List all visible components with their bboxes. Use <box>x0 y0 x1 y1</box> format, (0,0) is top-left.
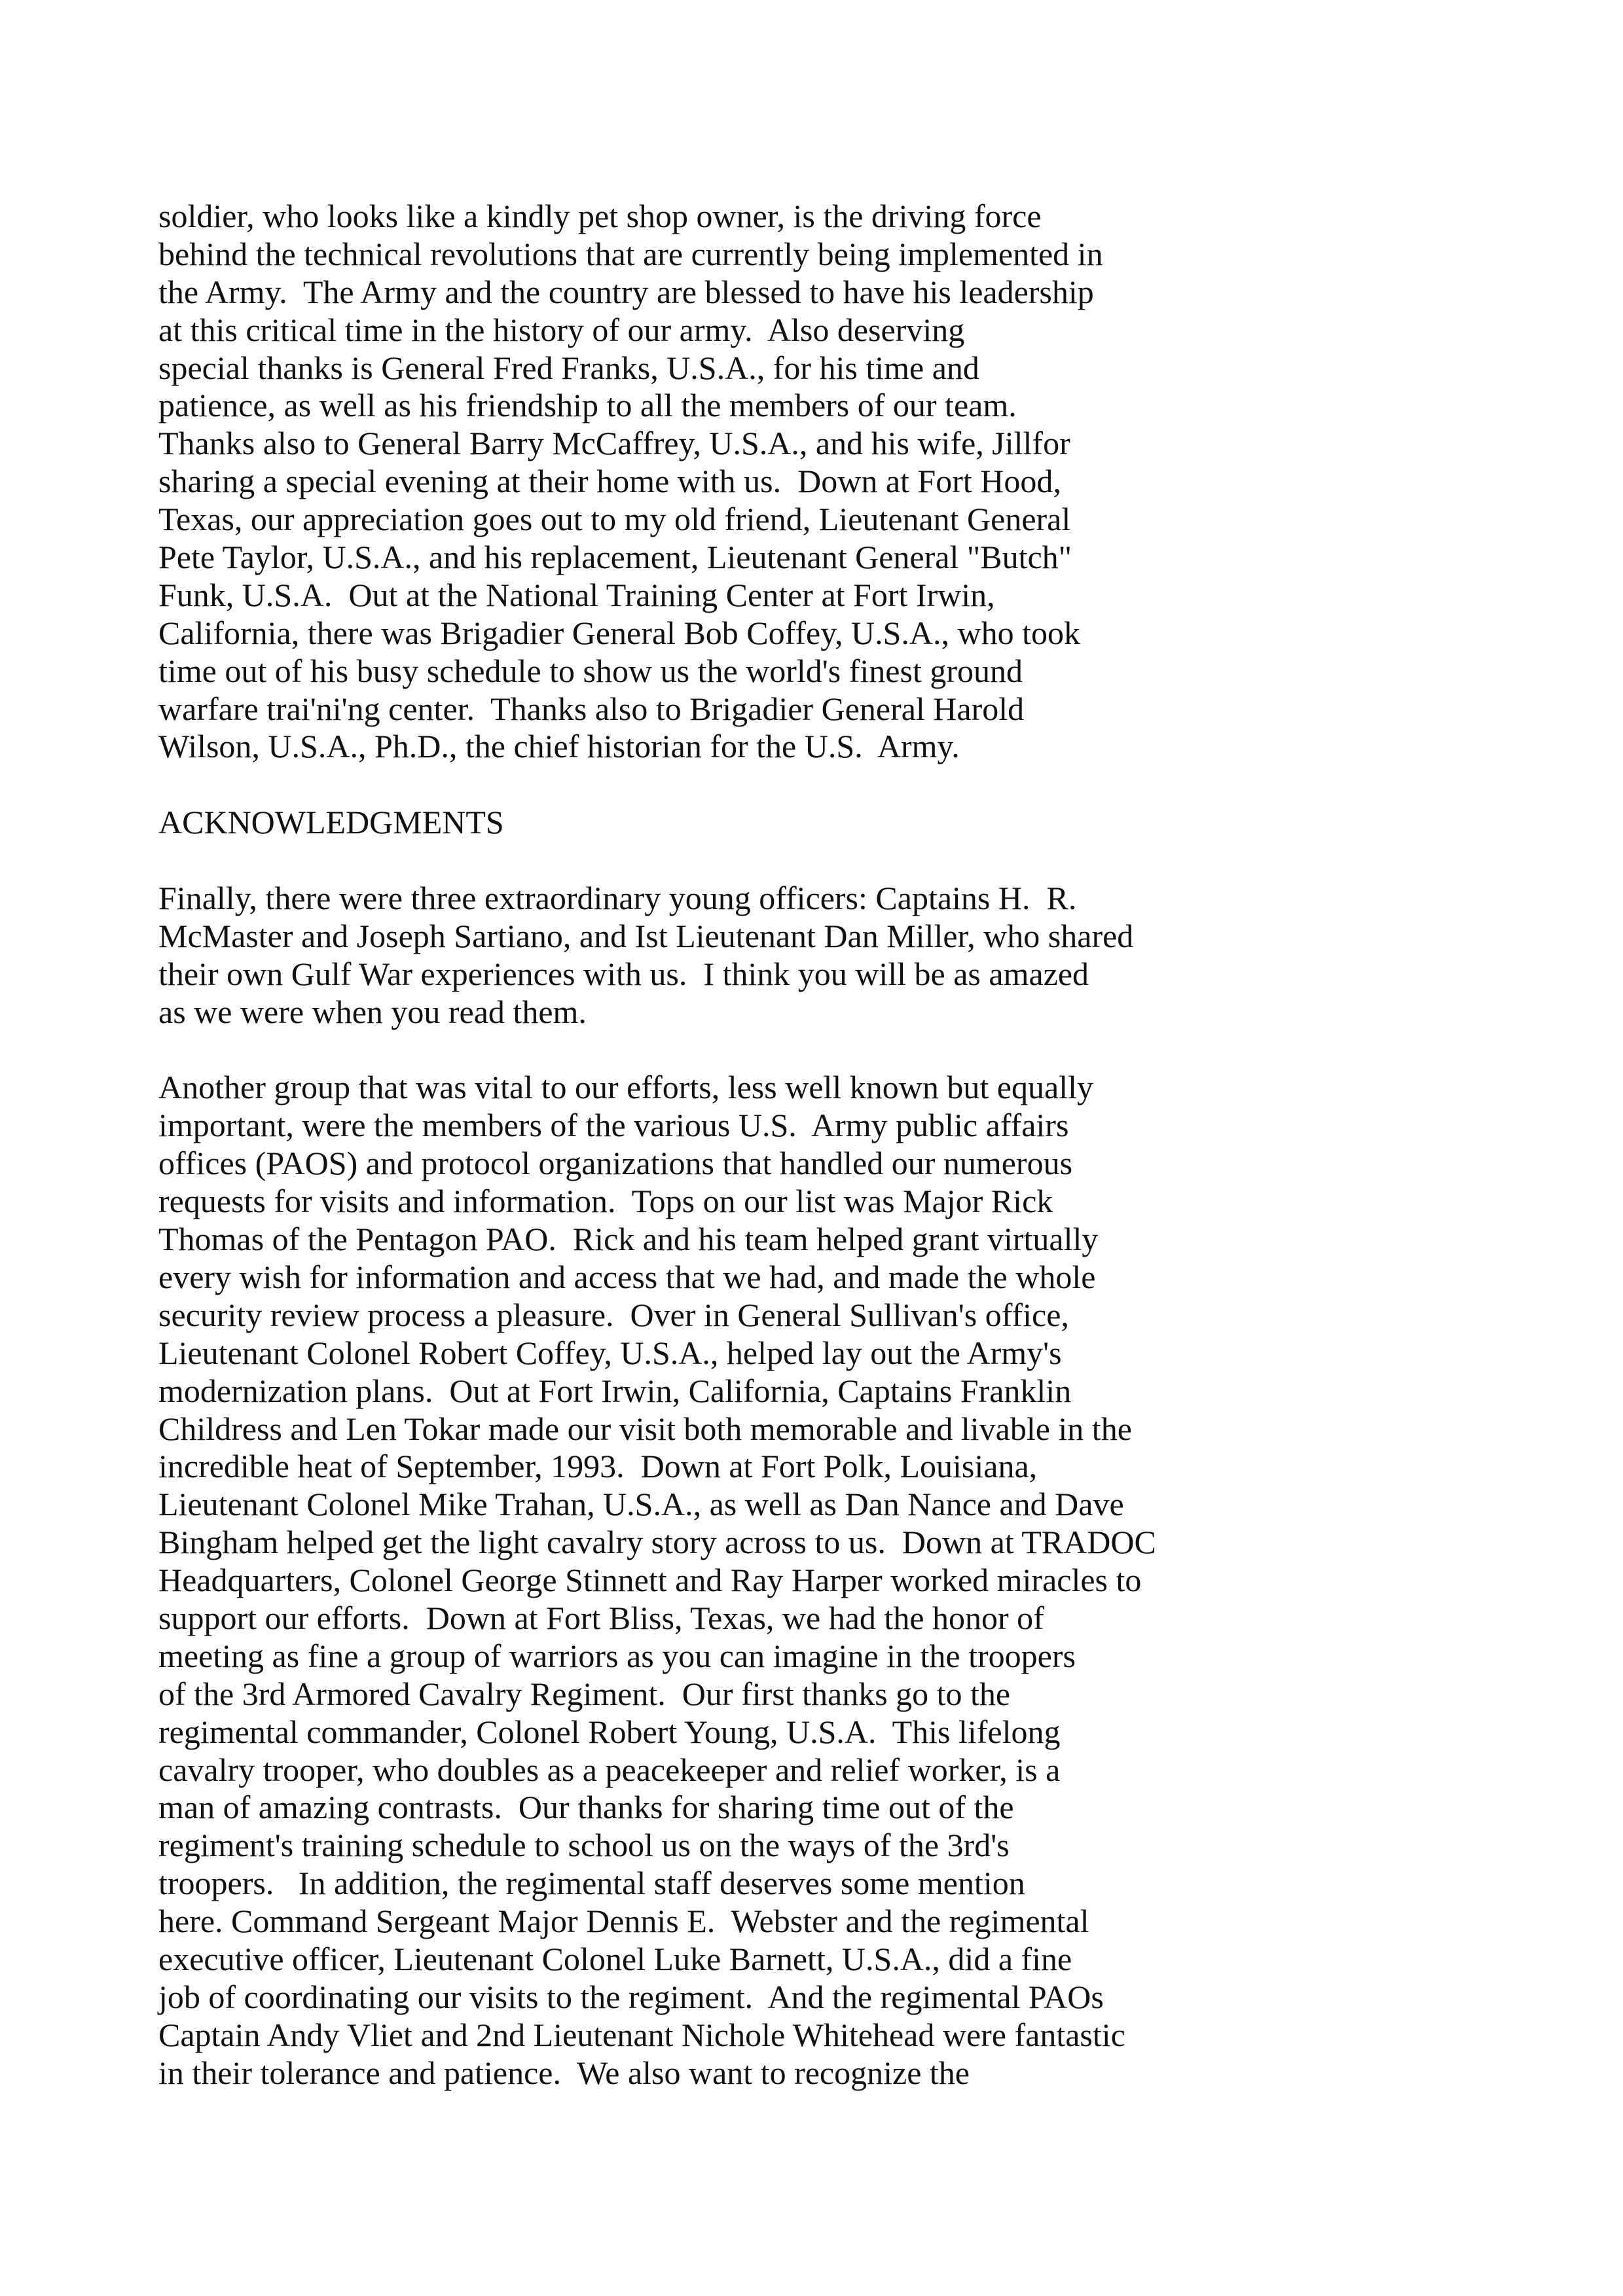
text-line: sharing a special evening at their home with us. Down at Fort Hood, <box>158 463 1061 500</box>
paragraph-2 <box>158 880 1468 1031</box>
text-line: McMaster and Joseph Sartiano, and Ist Lieutenant Dan Miller, who shared <box>158 917 1134 954</box>
text-line: the Army. The Army and the country are blessed to have his leadership <box>158 273 1094 310</box>
text-line: modernization plans. Out at Fort Irwin, California, Captains Franklin <box>158 1372 1072 1409</box>
text-line: California, there was Brigadier General Bob Coffey, U.S.A., who took <box>158 614 1081 651</box>
text-line: meeting as fine a group of warriors as you can imagine in the troopers <box>158 1637 1076 1674</box>
text-line: Lieutenant Colonel Robert Coffey, U.S.A., helped lay out the Army's <box>158 1334 1062 1371</box>
text-line: security review process a pleasure. Over in General Sullivan's office, <box>158 1296 1069 1333</box>
section-heading: ACKNOWLEDGMENTS <box>158 804 504 841</box>
text-line: at this critical time in the history of our army. Also deserving <box>158 311 965 348</box>
text-line: time out of his busy schedule to show us the world's finest ground <box>158 652 1023 689</box>
paragraph-3 <box>158 1069 1468 2092</box>
text-line: special thanks is General Fred Franks, U.S.A., for his time and <box>158 349 979 386</box>
text-line: behind the technical revolutions that are currently being implemented in <box>158 235 1103 272</box>
text-line: soldier, who looks like a kindly pet shop owner, is the driving force <box>158 198 1042 234</box>
text-line: troopers. In addition, the regimental staff deserves some mention <box>158 1865 1025 1902</box>
text-line: incredible heat of September, 1993. Down at Fort Polk, Louisiana, <box>158 1448 1038 1485</box>
text-line: Finally, there were three extraordinary young officers: Captains H. R. <box>158 880 1077 917</box>
paragraph-1 <box>158 198 1468 766</box>
text-line: cavalry trooper, who doubles as a peacekeeper and relief worker, is a <box>158 1751 1061 1788</box>
text-line: Another group that was vital to our efforts, less well known but equally <box>158 1069 1093 1106</box>
text-line: patience, as well as his friendship to all the members of our team. <box>158 387 1017 424</box>
text-line: man of amazing contrasts. Our thanks for sharing time out of the <box>158 1789 1014 1826</box>
text-line: Captain Andy Vliet and 2nd Lieutenant Nichole Whitehead were fantastic <box>158 2016 1125 2053</box>
document-body <box>158 198 1468 2092</box>
text-line: important, were the members of the various U.S. Army public affairs <box>158 1107 1069 1144</box>
text-line: job of coordinating our visits to the regiment. And the regimental PAOs <box>158 1978 1104 2015</box>
text-line: requests for visits and information. Tops on our list was Major Rick <box>158 1183 1053 1220</box>
text-line: Childress and Len Tokar made our visit both memorable and livable in the <box>158 1410 1132 1447</box>
text-line: here. Command Sergeant Major Dennis E. Webster and the regimental <box>158 1903 1089 1940</box>
text-line: Thanks also to General Barry McCaffrey, U.S.A., and his wife, Jillfor <box>158 425 1070 462</box>
text-line: Wilson, U.S.A., Ph.D., the chief historian for the U.S. Army. <box>158 728 960 765</box>
text-line: in their tolerance and patience. We also want to recognize the <box>158 2054 970 2091</box>
text-line: support our efforts. Down at Fort Bliss, Texas, we had the honor of <box>158 1599 1044 1636</box>
text-line: Headquarters, Colonel George Stinnett and Ray Harper worked miracles to <box>158 1562 1142 1599</box>
text-line: their own Gulf War experiences with us. I think you will be as amazed <box>158 955 1089 992</box>
text-line: Funk, U.S.A. Out at the National Training Center at Fort Irwin, <box>158 576 995 613</box>
text-line: as we were when you read them. <box>158 993 587 1030</box>
text-line: warfare trai'ni'ng center. Thanks also to Brigadier General Harold <box>158 690 1025 727</box>
text-line: executive officer, Lieutenant Colonel Luke Barnett, U.S.A., did a fine <box>158 1940 1072 1977</box>
text-line: offices (PAOS) and protocol organizations that handled our numerous <box>158 1145 1073 1182</box>
text-line: Pete Taylor, U.S.A., and his replacement, Lieutenant General "Butch" <box>158 539 1072 576</box>
text-line: of the 3rd Armored Cavalry Regiment. Our first thanks go to the <box>158 1675 1011 1712</box>
text-line: Lieutenant Colonel Mike Trahan, U.S.A., as well as Dan Nance and Dave <box>158 1486 1124 1523</box>
text-line: regimental commander, Colonel Robert Young, U.S.A. This lifelong <box>158 1713 1061 1750</box>
text-line: Thomas of the Pentagon PAO. Rick and his team helped grant virtually <box>158 1221 1099 1258</box>
text-line: regiment's training schedule to school us on the ways of the 3rd's <box>158 1827 1010 1864</box>
text-line: every wish for information and access that we had, and made the whole <box>158 1258 1096 1295</box>
text-line: Texas, our appreciation goes out to my old friend, Lieutenant General <box>158 501 1071 538</box>
text-line: Bingham helped get the light cavalry story across to us. Down at TRADOC <box>158 1524 1156 1561</box>
